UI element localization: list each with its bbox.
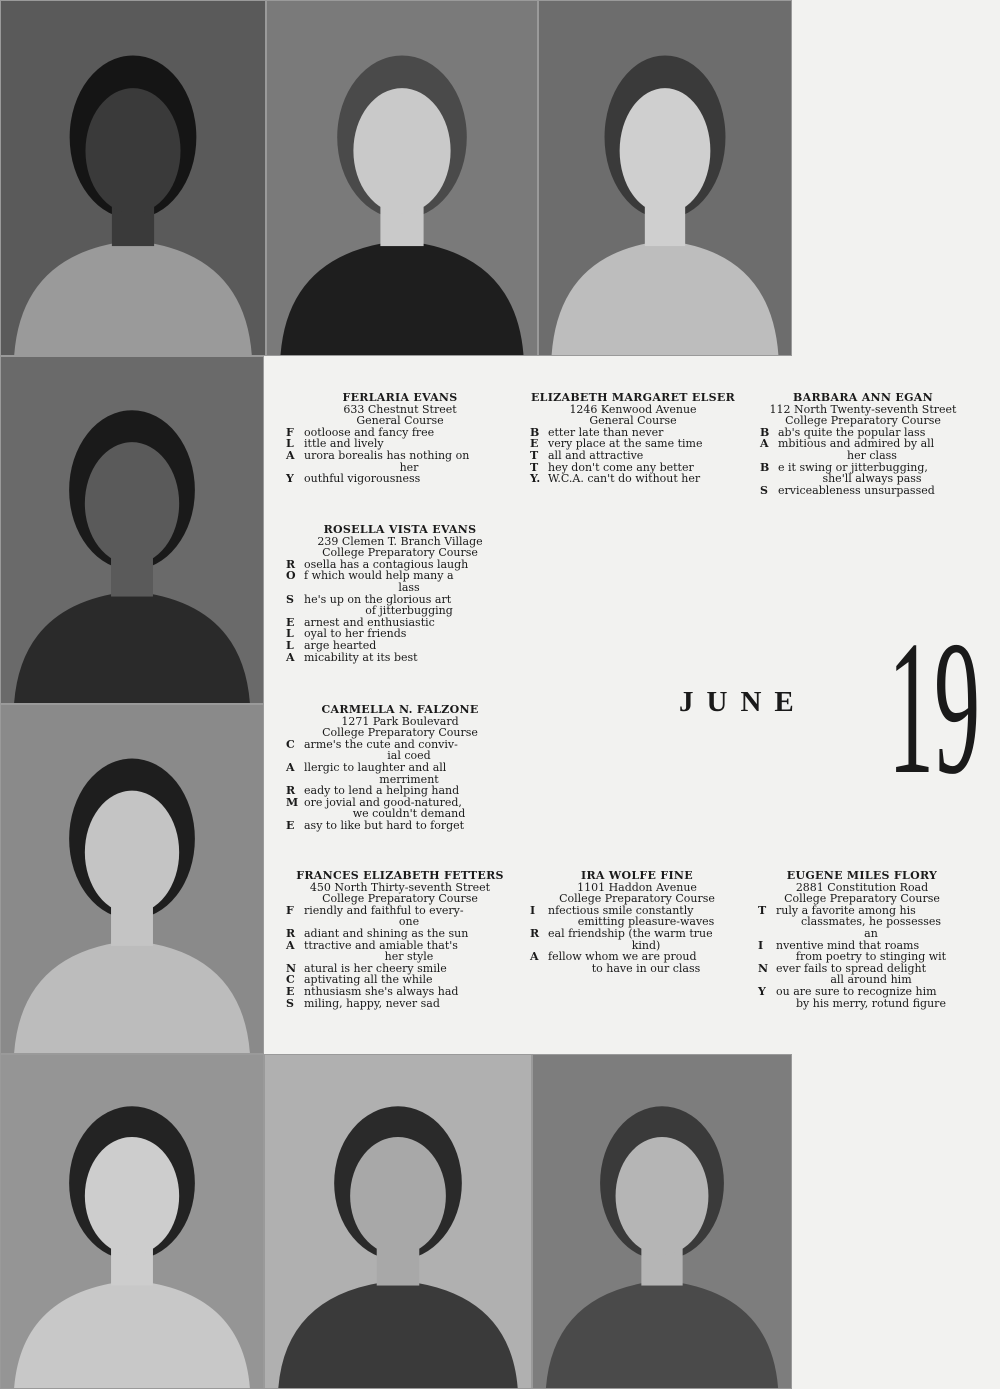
acrostic-line: classmates, he possesses [800, 915, 942, 929]
acrostic-line [284, 640, 516, 652]
student-address: 2881 Constitution Road [795, 880, 929, 894]
acrostic-initial: C [286, 973, 295, 987]
portrait-image [1, 1055, 263, 1388]
acrostic-line: by his merry, rotund figure [796, 996, 946, 1010]
face-shape [85, 442, 179, 564]
month-heading: JUNE [679, 686, 807, 718]
acrostic-text: aptivating all the while [304, 973, 433, 987]
acrostic-initial: N [286, 961, 297, 975]
acrostic-line: all around him [830, 973, 912, 987]
student-name: FRANCES ELIZABETH FETTERS [296, 869, 504, 882]
student-address: 1271 Park Boulevard [341, 714, 459, 728]
student-address: 633 Chestnut Street [343, 402, 457, 416]
acrostic-initial: B [760, 425, 770, 439]
entry-carmella-falzone [284, 704, 516, 832]
acrostic-initial: S [760, 483, 768, 497]
portrait-ira-fine [264, 1054, 532, 1389]
acrostic-text: erviceableness unsurpassed [778, 483, 935, 497]
acrostic-initial: A [760, 437, 769, 451]
face-shape [85, 791, 179, 914]
acrostic-text: llergic to laughter and all [304, 760, 447, 774]
acrostic-initial: Y. [530, 472, 541, 486]
student-name: ELIZABETH MARGARET ELSER [530, 391, 736, 404]
entry-barbara-egan [758, 392, 968, 496]
acrostic-text: urora borealis has nothing on [304, 448, 470, 462]
acrostic-text: eady to lend a helping hand [304, 784, 460, 798]
acrostic-line: an [864, 926, 878, 940]
portrait-image [533, 1055, 791, 1388]
portrait-barbara-egan [538, 0, 792, 356]
acrostic-line: to have in our class [591, 961, 701, 975]
entry-ira-fine [528, 870, 746, 974]
acrostic-initial: M [286, 795, 299, 809]
acrostic-line [284, 473, 516, 485]
acrostic-initial: R [286, 784, 296, 798]
acrostic-line [528, 951, 746, 963]
entry-eugene-flory [756, 870, 968, 1009]
student-name: FERLARIA EVANS [342, 391, 458, 404]
student-course: College Preparatory Course [322, 892, 478, 906]
year-fragment: 19 [888, 601, 981, 814]
acrostic-initial: A [286, 448, 295, 462]
portrait-carmella-falzone [0, 704, 264, 1054]
acrostic-line [284, 986, 516, 998]
acrostic-text: eal friendship (the warm true [548, 926, 713, 940]
acrostic-line: she'll always pass [822, 472, 922, 486]
acrostic-text: hey don't come any better [548, 460, 694, 474]
acrostic-line: from poetry to stinging wit [795, 950, 947, 964]
acrostic-line: kind) [631, 938, 661, 952]
acrostic-line: of jitterbugging [365, 604, 453, 618]
acrostic-line [284, 450, 516, 462]
face-shape [350, 1137, 446, 1255]
acrostic-initial: R [530, 926, 540, 940]
acrostic-initial: A [286, 760, 295, 774]
student-name: ROSELLA VISTA EVANS [323, 523, 477, 536]
student-course: General Course [356, 414, 444, 428]
acrostic-text: nthusiasm she's always had [304, 984, 459, 998]
acrostic-initial: B [530, 425, 540, 439]
acrostic-line [284, 762, 516, 774]
portrait-eugene-flory [532, 1054, 792, 1389]
portrait-image [267, 1, 537, 355]
acrostic-initial: F [286, 425, 294, 439]
acrostic-initial: R [286, 557, 296, 571]
portrait-image [1, 1, 265, 355]
acrostic-initial: E [286, 818, 295, 832]
acrostic-initial: I [530, 903, 536, 917]
acrostic-line: ial coed [387, 749, 431, 763]
acrostic-text: osella has a contagious laugh [304, 557, 469, 571]
acrostic-text: fellow whom we are proud [548, 950, 697, 964]
student-address: 239 Clemen T. Branch Village [317, 534, 483, 548]
acrostic-line: we couldn't demand [352, 807, 466, 821]
acrostic-initial: R [286, 926, 296, 940]
portrait-image [1, 357, 263, 703]
acrostic-line [284, 998, 516, 1010]
acrostic-text: mbitious and admired by all [778, 437, 935, 451]
entry-elizabeth-elser [528, 392, 738, 485]
portrait-image [265, 1055, 531, 1388]
acrostic-initial: A [286, 650, 295, 664]
acrostic-initial: L [286, 638, 294, 652]
acrostic-initial: S [286, 592, 294, 606]
entry-frances-fetters [284, 870, 516, 1009]
acrostic-line: her style [384, 950, 434, 964]
acrostic-text: etter late than never [548, 425, 664, 439]
student-name: EUGENE MILES FLORY [786, 869, 938, 882]
acrostic-initial: S [286, 996, 294, 1010]
acrostic-line: lass [398, 580, 420, 594]
acrostic-text: very place at the same time [548, 437, 703, 451]
acrostic-text: ootloose and fancy free [304, 425, 435, 439]
acrostic-text: e it swing or jitterbugging, [778, 460, 928, 474]
face-shape [353, 88, 450, 213]
acrostic-line [756, 986, 968, 998]
acrostic-line [528, 473, 738, 485]
acrostic-text: ou are sure to recognize him [776, 984, 937, 998]
acrostic-initial: L [286, 627, 294, 641]
acrostic-initial: T [758, 903, 767, 917]
portrait-elizabeth-elser [266, 0, 538, 356]
acrostic-text: ittle and lively [304, 437, 384, 451]
acrostic-initial: F [286, 903, 294, 917]
acrostic-text: arme's the cute and conviv- [304, 737, 458, 751]
acrostic-text: miling, happy, never sad [304, 996, 440, 1010]
student-course: College Preparatory Course [322, 546, 478, 560]
acrostic-text: riendly and faithful to every- [304, 903, 464, 917]
acrostic-initial: O [286, 569, 296, 583]
acrostic-text: f which would help many a [304, 569, 454, 583]
acrostic-line [284, 652, 516, 664]
entry-ferlaria-evans [284, 392, 516, 485]
student-address: 450 North Thirty-seventh Street [309, 880, 491, 894]
acrostic-line [284, 928, 516, 940]
acrostic-initial: A [286, 938, 295, 952]
student-course: College Preparatory Course [322, 726, 478, 740]
portrait-rosella-evans [0, 356, 264, 704]
acrostic-line [758, 485, 968, 497]
student-address: 1101 Haddon Avenue [577, 880, 697, 894]
acrostic-text: all and attractive [548, 448, 644, 462]
acrostic-initial: I [758, 938, 764, 952]
acrostic-line [284, 820, 516, 832]
entry-rosella-evans [284, 524, 516, 663]
acrostic-line [528, 928, 746, 940]
acrostic-initial: B [760, 460, 770, 474]
acrostic-text: ttractive and amiable that's [304, 938, 458, 952]
face-shape [85, 88, 180, 213]
acrostic-text: micability at its best [304, 650, 418, 664]
acrostic-text: outhful vigorousness [304, 472, 421, 486]
acrostic-text: oyal to her friends [304, 627, 407, 641]
acrostic-initial: N [758, 961, 769, 975]
portrait-frances-fetters [0, 1054, 264, 1389]
acrostic-text: asy to like but hard to forget [304, 818, 465, 832]
acrostic-line: merriment [379, 772, 439, 786]
acrostic-text: arge hearted [304, 638, 377, 652]
portrait-ferlaria-evans [0, 0, 266, 356]
acrostic-line [528, 450, 738, 462]
acrostic-initial: E [286, 984, 295, 998]
acrostic-initial: Y [758, 984, 766, 998]
acrostic-initial: L [286, 437, 294, 451]
acrostic-text: nventive mind that roams [776, 938, 920, 952]
student-address: 1246 Kenwood Avenue [569, 402, 697, 416]
acrostic-line: her [399, 460, 419, 474]
portrait-image [1, 705, 263, 1053]
acrostic-initial: T [530, 448, 539, 462]
acrostic-text: W.C.A. can't do without her [548, 472, 701, 486]
acrostic-text: atural is her cheery smile [304, 961, 447, 975]
face-shape [620, 88, 711, 213]
acrostic-line: one [398, 915, 420, 929]
acrostic-line [284, 785, 516, 797]
face-shape [85, 1137, 179, 1255]
acrostic-line: emitting pleasure-waves [577, 915, 715, 929]
student-course: General Course [589, 414, 677, 428]
portrait-image [539, 1, 791, 355]
acrostic-text: adiant and shining as the sun [304, 926, 469, 940]
acrostic-initial: T [530, 460, 539, 474]
acrostic-initial: E [530, 437, 539, 451]
acrostic-text: ever fails to spread delight [776, 961, 927, 975]
student-name: BARBARA ANN EGAN [793, 391, 933, 404]
student-course: College Preparatory Course [559, 892, 715, 906]
acrostic-initial: E [286, 615, 295, 629]
acrostic-text: nfectious smile constantly [548, 903, 694, 917]
acrostic-text: ore jovial and good-natured, [304, 795, 462, 809]
student-course: College Preparatory Course [784, 892, 940, 906]
student-name: CARMELLA N. FALZONE [321, 703, 479, 716]
acrostic-text: he's up on the glorious art [304, 592, 452, 606]
acrostic-initial: A [530, 950, 539, 964]
student-address: 112 North Twenty-seventh Street [769, 402, 957, 416]
acrostic-line: her class [847, 448, 897, 462]
face-shape [616, 1137, 709, 1255]
student-course: College Preparatory Course [785, 414, 941, 428]
acrostic-text: ruly a favorite among his [776, 903, 916, 917]
acrostic-initial: Y [286, 472, 294, 486]
acrostic-text: arnest and enthusiastic [304, 615, 435, 629]
acrostic-initial: C [286, 737, 295, 751]
acrostic-text: ab's quite the popular lass [778, 425, 926, 439]
student-name: IRA WOLFE FINE [581, 869, 693, 882]
